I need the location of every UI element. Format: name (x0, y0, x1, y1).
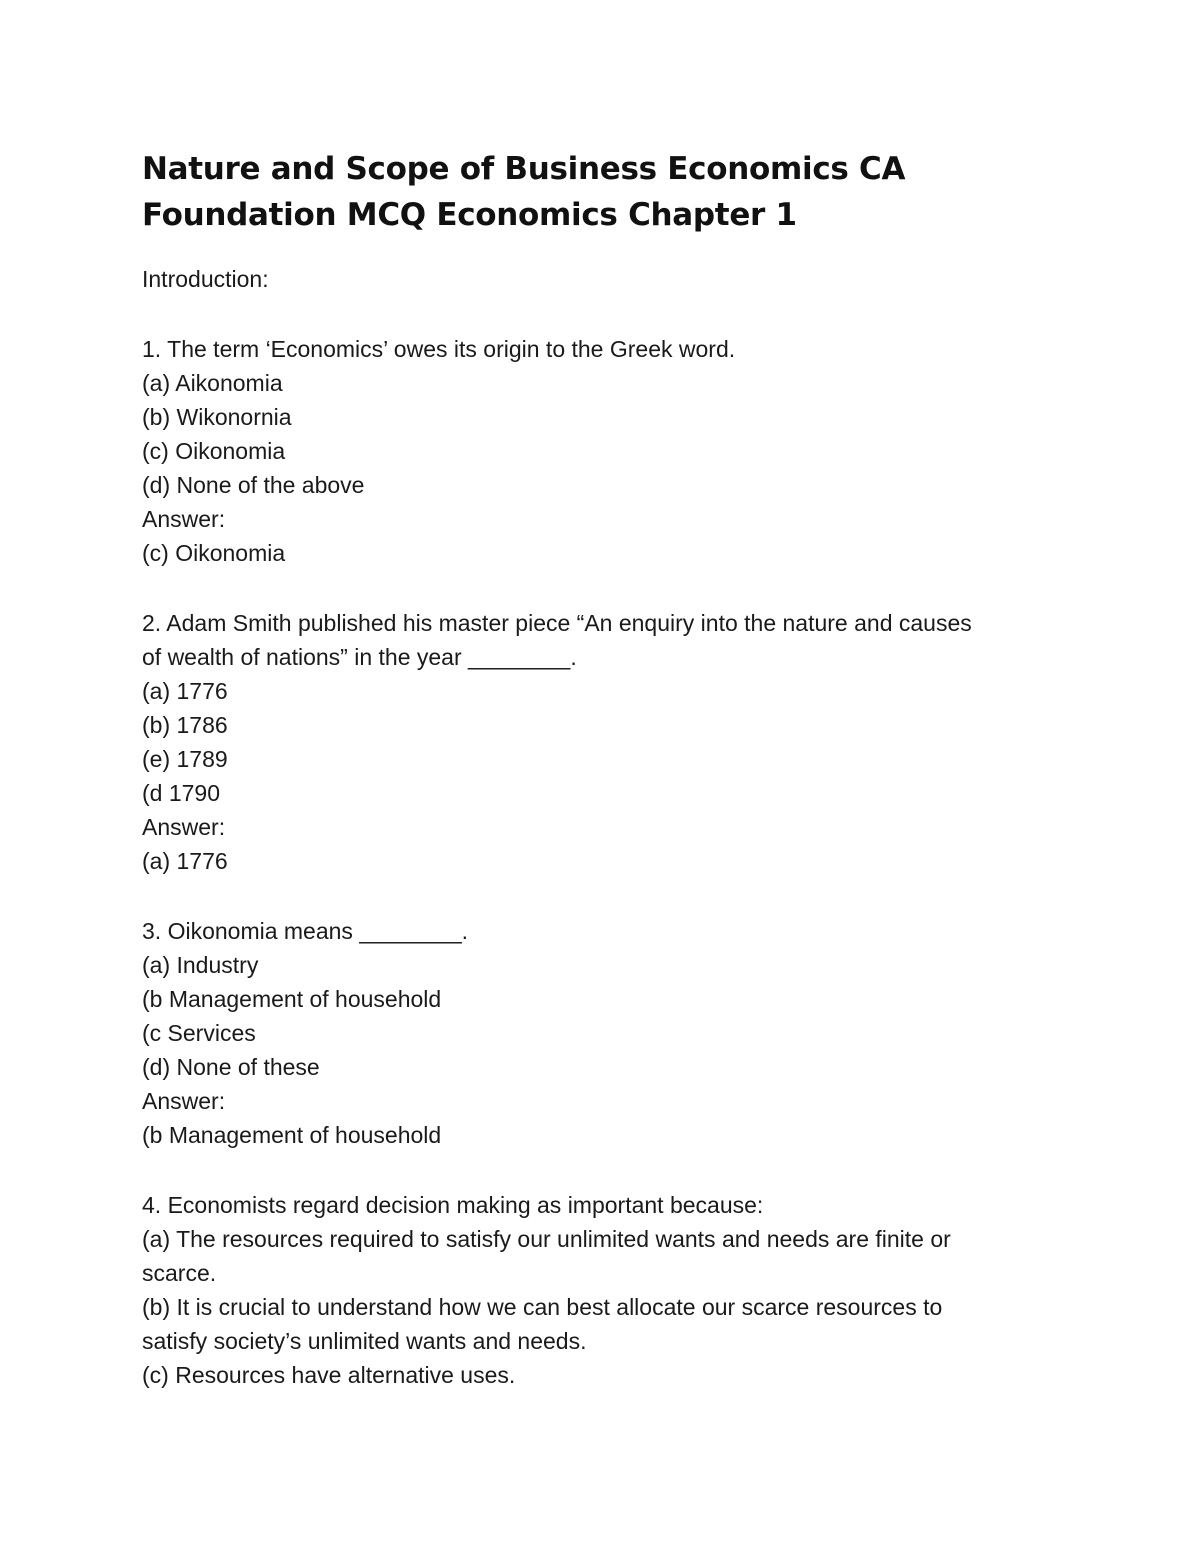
answer-label: Answer: (142, 506, 226, 532)
question-text-line-2: of wealth of nations” in the year ________. (142, 644, 577, 670)
title-line-1: Nature and Scope of Business Economics CA (142, 151, 906, 187)
question-2 (142, 606, 1082, 878)
option-d: (d 1790 (142, 780, 221, 806)
option-a: (a) Industry (142, 952, 259, 978)
question-text: 4. Economists regard decision making as important because: (142, 1192, 764, 1218)
question-text: 3. Oikonomia means ________. (142, 918, 469, 944)
option-a: (a) Aikonomia (142, 370, 283, 396)
answer-value: (c) Oikonomia (142, 540, 286, 566)
option-a-line-2: scarce. (142, 1260, 217, 1286)
answer-label: Answer: (142, 814, 226, 840)
answer-label: Answer: (142, 1088, 226, 1114)
document-page (142, 146, 1082, 1392)
answer-value: (a) 1776 (142, 848, 228, 874)
option-b: (b) Wikonornia (142, 404, 292, 430)
question-3 (142, 914, 1082, 1152)
intro-label: Introduction: (142, 266, 269, 292)
option-c: (c) Resources have alternative uses. (142, 1362, 516, 1388)
option-a-line-1: (a) The resources required to satisfy our unlimited wants and needs are finite or (142, 1226, 951, 1252)
question-1 (142, 332, 1082, 570)
question-4 (142, 1188, 1082, 1392)
option-a: (a) 1776 (142, 678, 228, 704)
answer-value: (b Management of household (142, 1122, 442, 1148)
option-b: (b) 1786 (142, 712, 228, 738)
option-c: (c Services (142, 1020, 256, 1046)
title-line-2: Foundation MCQ Economics Chapter 1 (142, 197, 797, 233)
question-text-line-1: 2. Adam Smith published his master piece “An enquiry into the nature and causes (142, 610, 972, 636)
option-d: (d) None of these (142, 1054, 320, 1080)
question-text: 1. The term ‘Economics’ owes its origin to the Greek word. (142, 336, 736, 362)
option-d: (d) None of the above (142, 472, 365, 498)
option-c: (e) 1789 (142, 746, 228, 772)
option-b: (b Management of household (142, 986, 442, 1012)
option-c: (c) Oikonomia (142, 438, 286, 464)
option-b-line-2: satisfy society’s unlimited wants and needs. (142, 1328, 587, 1354)
page-title (142, 146, 1082, 238)
option-b-line-1: (b) It is crucial to understand how we can best allocate our scarce resources to (142, 1294, 943, 1320)
